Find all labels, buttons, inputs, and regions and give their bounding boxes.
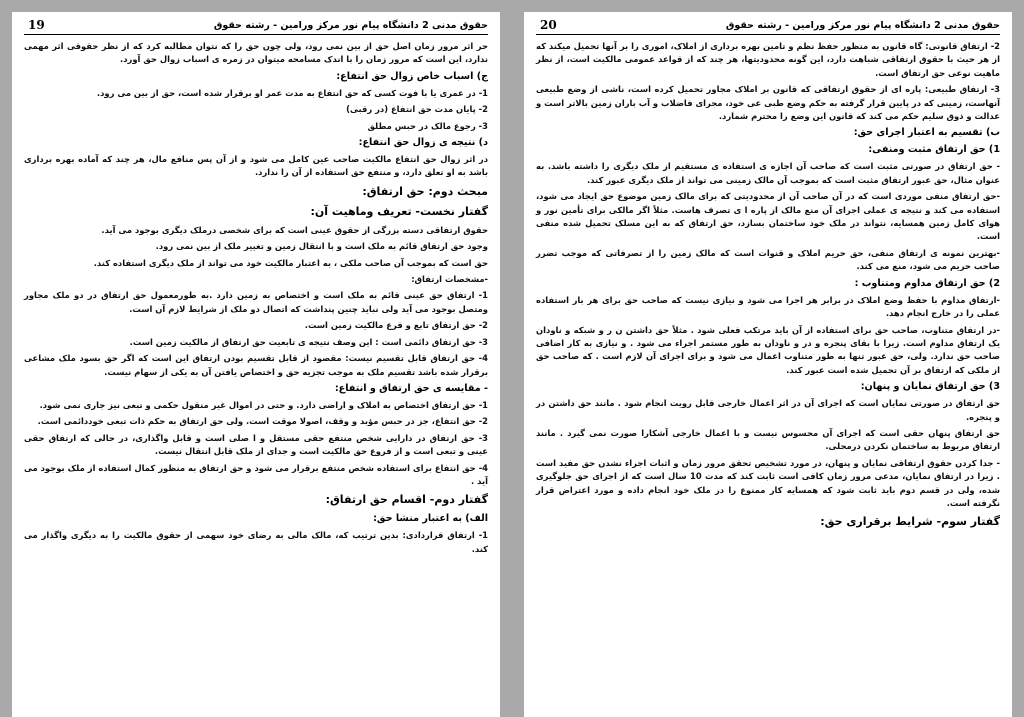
paragraph: 2- حق ارتفاق تابع و فرع مالکیت زمین است.	[304, 320, 488, 331]
paragraph: حر اثر مرور زمان اصل حق از بین نمی رود، ولی چون حق را که نتوان مطالبه کرد که از نظر حقوقی اثر مهمی ندارد، این است که مرور زمان را با اندک مسامحه میتوان در زمره ی اسباب زوال حق آورد.	[24, 41, 488, 65]
paragraph: 4- حق انتفاع برای استفاده شخص منتفع برقرار می شود و حق ارتفاق به منظور کمال استفاده از ملک بوجود می آید .	[24, 462, 488, 486]
subheading: الف) به اعتبار منشا حق:	[373, 513, 488, 525]
paragraph: 1- در عمری یا با فوت کسی که حق انتفاع به مدت عمر او برقرار شده است، حق از بین می رود.	[96, 87, 488, 98]
paragraph: 3- حق ارتفاق در دارایی شخص منتفع حقی مستقل و ا صلی است و قابل واگذاری، در حالی که ارتفاق حقی عینی و تبعی است و از فروع حق مالکیت است و جدای از ملک قابل انتقال نیست.	[24, 432, 488, 457]
paragraph: -حق ارتفاق منفی موردی است که در آن صاحب آن از محدودیتی که برای مالک زمین موضوع حق ایجاد می شود، استفاده می کند و نتیجه ی عملی اجرای آن منع مالک از پاره ا ی تصرف هاست. مثلاً اگر مالکی برای تأمین نور و هوای کامل زمین همسایه، نتواند در ملک خود ساختمان بسازد، حق ارتفاق که به این مسلک تحمیل شده منفی است.	[536, 191, 1000, 242]
paragraph: 1- ارتفاق حق عینی قائم به ملک است و اختصاص به زمین دارد .به طورمعمول حق ارتفاق در دو ملک مجاور ومتصل بوجود می آید ولی نباید چنین پنداشت که اتصال دو ملک از شرایط لازم آن است.	[24, 290, 488, 314]
page-header	[24, 12, 488, 35]
paragraph: - حق ارتفاق در صورتی مثبت است که صاحب آن اجازه ی استفاده ی مستقیم از ملک دیگری را داشته باشد. به عنوان مثال، حق عبور ارتفاق مثبت است که بموجب آن مالک زمینی می تواند از ملک دیگری عبور کند.	[536, 161, 1000, 185]
left-page	[12, 12, 500, 717]
paragraph: 1- حق ارتفاق اختصاص به املاک و اراضی دارد. و حتی در اموال غیر منقول حکمی و تبعی نیز جاری نمی شود.	[39, 399, 488, 410]
paragraph: در اثر زوال حق انتفاع مالکیت صاحب عین کامل می شود و از آن پس منافع مال، هر چند که آماده بهره برداری باشد به او تعلق دارد، و منتفع حق استفاده از آن را ندارد.	[24, 154, 488, 178]
paragraph: حق است که بموجب آن صاحب ملکی ، به اعتبار مالکیت خود می تواند از ملک دیگری استفاده کند.	[93, 257, 488, 268]
subheading: د) نتیجه ی زوال حق انتفاع:	[358, 137, 488, 149]
header-title: حقوق مدنی 2 دانشگاه پیام نور مرکز ورامین - رشته حقوق	[213, 20, 488, 31]
paragraph: -ارتفاق مداوم با حفظ وضع املاک در برابر هر اجرا می شود و نیازی نیست که صاحب حق برای هر بار استفاده عملی را در خارج انجام دهد.	[536, 294, 1000, 319]
paragraph: 2- پایان مدت حق انتفاع (در رقبی)	[346, 104, 488, 115]
paragraph: -مشخصات ارتفاق:	[411, 274, 488, 285]
page-header	[536, 12, 1000, 35]
section-heading: گفتار سوم- شرایط برقراری حق:	[820, 515, 1000, 529]
paragraph: حق ارتفاق پنهان حقی است که اجرای آن محسوس نیست و با اعمال خارجی آشکارا صورت نمی گیرد . مانند ارتفاق مربوط به ساختمان نکردن درمحلی.	[536, 427, 1000, 452]
paragraph: 4- حق ارتفاق قابل تقسیم نیست: مقصود از قابل تقسیم بودن ارتفاق این است که اگر حق بسود ملک مشاعی برقرار شده باشد تقسیم ملک به موجب تجزیه حق و اختصاص یافتن آن به یکی از سهام نیست.	[24, 353, 488, 377]
paragraph: حق ارتفاق در صورتی نمایان است که اجرای آن در اثر اعمال خارجی قابل رویت انجام شود . مانند حق داشتن در و پنجره.	[536, 398, 1000, 422]
paragraph: -در ارتفاق متناوب، صاحب حق برای استفاده از آن باید مرتکب فعلی شود . مثلاً حق داشتن ن ر و شبکه و ناودان یک ارتفاق مداوم است. زیرا با بقای پنجره و در و ناودان به طور مستمر اجراء می شود . و نیازی به کار اضافی صاحب حق ندارد. ولی، حق عبور تنها به طور متناوب اعمال می شود و برای اجرای آن لازم است . که صاحب حق از ملکی که ارتفاق بر آن تحمیل شده است عبور کند.	[536, 324, 1000, 375]
subheading: 1) حق ارتفاق مثبت ومنفی:	[868, 144, 1000, 156]
paragraph: حقوق ارتفاقی دسته بزرگی از حقوق عینی است که برای شخصی درملک دیگری بوجود می آید.	[101, 224, 488, 235]
paragraph: 2- ارتفاق قانونی: گاه قانون به منظور حفظ نظم و تامین بهره برداری از املاک، اموری را بر آنها تحمیل میکند که از هر حیث با حقوق ارتفاقی شباهت دارد، این گونه محدودیتها، هر چند که از قواعد عمومی مالکیت است، از نظر ماهیت نوعی حق ارتفاق است.	[536, 41, 1000, 78]
page-body	[12, 35, 500, 556]
paragraph: وجود حق ارتفاق قائم به ملک است و با انتقال زمین و تغییر ملک از بین نمی رود.	[155, 241, 488, 252]
subheading: ب) تقسیم به اعتبار اجرای حق:	[853, 127, 1000, 139]
subheading: 2) حق ارتفاق مداوم ومتناوب :	[854, 277, 1000, 289]
page-body	[524, 35, 1012, 530]
paragraph: - جدا کردن حقوق ارتفاقی نمایان و پنهان، در مورد تشخیص تحقق مرور زمان و اثبات اجراء نشدن حق مفید است . زیرا در ارتفاق نمایان، مدعی مرور زمان کافی است ثابت کند که مدت 10 سال است که از اجرای حق جلوگیری شده، ولی در قسم دوم باید ثابت شود که همسایه کار ممنوع را در ملک خود انجام داده و مورد اعتراض قرار نگرفته است.	[536, 457, 1000, 508]
paragraph: 3- رجوع مالک در حبس مطلق	[367, 120, 488, 131]
right-page	[524, 12, 1012, 717]
section-heading: گفتار دوم- اقسام حق ارتفاق:	[325, 493, 488, 507]
page-number: 19	[28, 18, 45, 32]
paragraph: 1- ارتفاق قراردادی: بدین ترتیب که، مالک مالی به رضای خود سهمی از حقوق مالکیت را به دیگری واگذار می کند.	[24, 530, 488, 554]
paragraph: 3- حق ارتفاق دائمی است : این وصف نتیجه ی تابعیت حق ارتفاق از مالکیت زمین است.	[129, 336, 488, 347]
paragraph: 2- حق انتفاع، جز در حبس مؤبد و وقف، اصولا موقت است. ولی حق ارتفاق به حکم ذات تبعی خوددائمی است.	[37, 416, 488, 427]
paragraph: -بهترین نمونه ی ارتفاق منفی، حق حریم املاک و قنوات است که مالک زمین را از تصرفاتی که موجب تضرر صاحب حریم می شود، منع می کند.	[536, 247, 1000, 272]
paragraph: 3- ارتفاق طبیعی: پاره ای از حقوق ارتفاقی که قانون بر املاک مجاور تحمیل کرده است، ناشی از وضع طبیعی آنهاست، زمینی که در پایین قرار گرفته به حکم وضع طبی عی خود، مجرای فاضلاب و آب باران زمین بالاتر است و عدالت و ذوق سلیم حکم می کند که قانون این وضع را محترم شمارد.	[536, 84, 1000, 122]
subheading: ج) اسباب خاص زوال حق انتفاع:	[336, 70, 488, 82]
page-number: 20	[540, 18, 557, 32]
header-title: حقوق مدنی 2 دانشگاه پیام نور مرکز ورامین - رشته حقوق	[725, 20, 1000, 31]
subheading: 3) حق ارتفاق نمایان و پنهان:	[860, 381, 1000, 393]
section-heading: مبحث دوم: حق ارتفاق:	[362, 184, 488, 198]
subheading: - مقایسه ی حق ارتفاق و انتفاع:	[334, 382, 488, 394]
section-heading: گفتار نخست- تعریف وماهیت آن:	[310, 204, 488, 218]
